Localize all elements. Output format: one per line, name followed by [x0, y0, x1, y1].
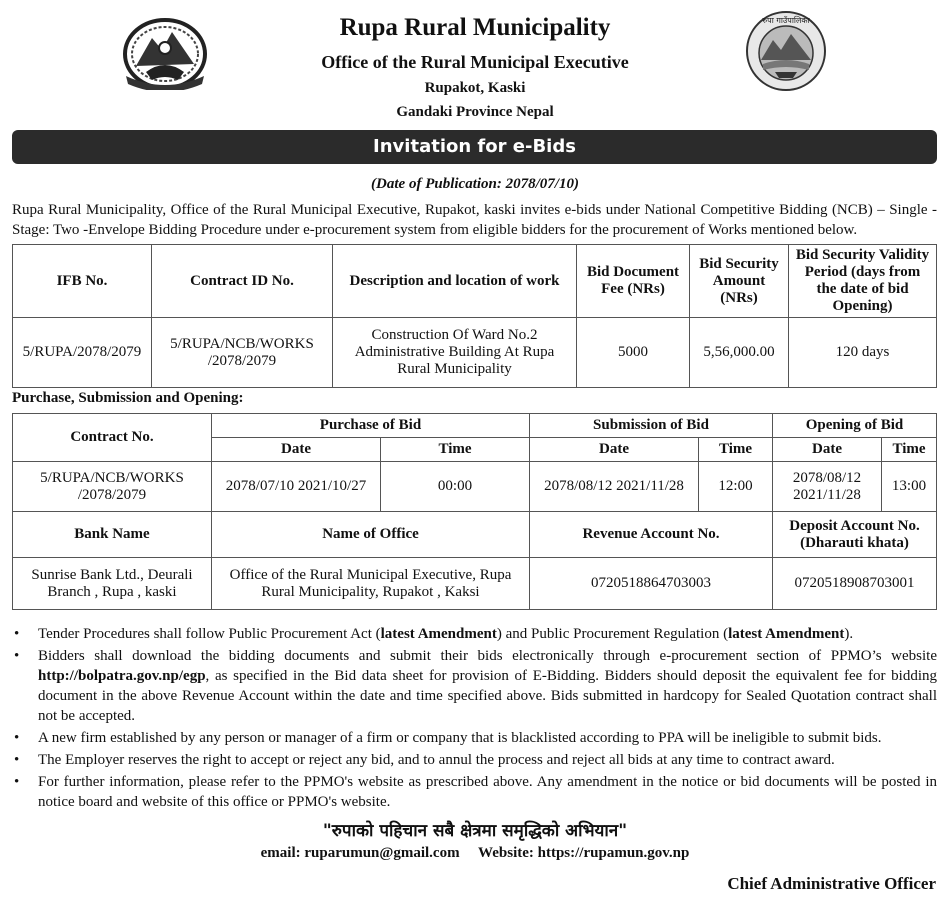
- header-bid-security: Bid Security Amount (NRs): [690, 245, 789, 318]
- signature-title: Chief Administrative Officer: [727, 874, 936, 893]
- list-item: [12, 646, 937, 726]
- table-header-row: [13, 245, 937, 318]
- note-text: The Employer reserves the right to accept or reject any bid, and to annul the process and reject all bids at any time to contract award.: [38, 752, 835, 768]
- bullet-icon: •: [14, 648, 20, 664]
- table-row: [13, 318, 937, 388]
- table-row: [13, 558, 937, 610]
- slogan: "रुपाको पहिचान सबै क्षेत्रमा समृद्धिको अभियान": [322, 821, 628, 841]
- contact-line: email: ruparumun@gmail.com Website: https://rupamun.gov.np: [260, 845, 690, 861]
- opening-date-cell: 2078/08/12 2021/11/28: [773, 462, 882, 512]
- bank-name-cell: Sunrise Bank Ltd., Deurali Branch , Rupa , kaski: [13, 558, 212, 610]
- list-item: [12, 772, 937, 812]
- office-name-cell: Office of the Rural Municipal Executive, Rupa Rural Municipality, Rupakot , Kaksi: [212, 558, 530, 610]
- header-purchase-date: Date: [212, 438, 381, 462]
- municipality-name: Rupa Rural Municipality: [339, 14, 611, 41]
- header-bid-fee: Bid Document Fee (NRs): [577, 245, 690, 318]
- seal-text: रुपा गाउँपालिका: [762, 16, 810, 25]
- office-location: Rupakot, Kaski: [424, 80, 526, 96]
- header-ifb-no: IFB No.: [13, 245, 152, 318]
- submission-date-cell: 2078/08/12 2021/11/28: [530, 462, 699, 512]
- list-item: [12, 624, 937, 644]
- list-item: [12, 750, 937, 770]
- deposit-account-cell: 0720518908703001: [773, 558, 937, 610]
- note-text: ) and Public Procurement Regulation (: [496, 626, 729, 642]
- ifb-no-cell: 5/RUPA/2078/2079: [13, 318, 152, 388]
- letterhead: [0, 0, 950, 128]
- contract-no-cell: 5/RUPA/NCB/WORKS /2078/2079: [13, 462, 212, 512]
- note-emphasis: latest Amendment: [380, 626, 497, 642]
- header-submission-date: Date: [530, 438, 699, 462]
- bullet-icon: •: [14, 752, 20, 768]
- note-text: Bidders shall download the bidding documents and submit their bids electronically through e-procurement section of PPMO’s website: [38, 648, 937, 664]
- validity-cell: 120 days: [789, 318, 937, 388]
- note-emphasis: latest Amendment: [728, 626, 845, 642]
- header-purchase-time: Time: [381, 438, 530, 462]
- header-opening-date: Date: [773, 438, 882, 462]
- intro-paragraph: Rupa Rural Municipality, Office of the Rural Municipal Executive, Rupakot, kaski invites e-bids under National Competitive Bidding (NCB) – Single - Stage: Two -Envelope Bidding Procedure under e-procurement system from eligible bidders for the procurement of Works mentioned below.: [12, 202, 937, 238]
- note-text: ).: [844, 626, 854, 642]
- purchase-time-cell: 00:00: [381, 462, 530, 512]
- bullet-icon: •: [14, 774, 20, 790]
- bid-security-cell: 5,56,000.00: [690, 318, 789, 388]
- header-office-name: Name of Office: [212, 512, 530, 558]
- header-opening: Opening of Bid: [773, 414, 937, 438]
- bid-details-table: [12, 244, 937, 388]
- schedule-table: [12, 413, 937, 610]
- notice-title-banner: Invitation for e-Bids: [12, 130, 937, 164]
- table-row: [13, 462, 937, 512]
- submission-time-cell: 12:00: [699, 462, 773, 512]
- schedule-group-header-row: [13, 414, 937, 438]
- header-contract-no: Contract No.: [13, 414, 212, 462]
- province-name: Gandaki Province Nepal: [396, 104, 554, 120]
- ppmo-link[interactable]: http://bolpatra.gov.np/egp: [38, 668, 206, 684]
- header-submission: Submission of Bid: [530, 414, 773, 438]
- header-validity: Bid Security Validity Period (days from the date of bid Opening): [789, 245, 937, 318]
- opening-time-cell: 13:00: [882, 462, 937, 512]
- note-text: , as specified in the Bid data sheet for provision of E-Bidding. Bidders should deposit the equivalent fee for bidding document in the above Revenue Account within the date and time specified above. Bids submitted in hardcopy for Sealed Quotation contract shall not be accepted.: [38, 668, 937, 724]
- account-header-row: [13, 512, 937, 558]
- publication-date: (Date of Publication: 2078/07/10): [371, 176, 579, 192]
- municipality-seal-icon: [745, 10, 827, 92]
- header-opening-time: Time: [882, 438, 937, 462]
- schedule-section-label: Purchase, Submission and Opening:: [12, 390, 244, 406]
- header-purchase: Purchase of Bid: [212, 414, 530, 438]
- header-contract-id: Contract ID No.: [152, 245, 333, 318]
- note-text: A new firm established by any person or manager of a firm or company that is blacklisted according to PPA will be ineligible to submit bids.: [38, 730, 882, 746]
- header-bank-name: Bank Name: [13, 512, 212, 558]
- description-cell: Construction Of Ward No.2 Administrative Building At Rupa Rural Municipality: [333, 318, 577, 388]
- note-text: Tender Procedures shall follow Public Procurement Act (: [38, 626, 381, 642]
- contract-id-cell: 5/RUPA/NCB/WORKS /2078/2079: [152, 318, 333, 388]
- office-name: Office of the Rural Municipal Executive: [321, 52, 629, 72]
- header-revenue-account: Revenue Account No.: [530, 512, 773, 558]
- header-description: Description and location of work: [333, 245, 577, 318]
- header-submission-time: Time: [699, 438, 773, 462]
- header-deposit-account: Deposit Account No. (Dharauti khata): [773, 512, 937, 558]
- purchase-date-cell: 2078/07/10 2021/10/27: [212, 462, 381, 512]
- bullet-icon: •: [14, 730, 20, 746]
- bullet-icon: •: [14, 626, 20, 642]
- notes-list: [12, 624, 937, 814]
- revenue-account-cell: 0720518864703003: [530, 558, 773, 610]
- list-item: [12, 728, 937, 748]
- note-text: For further information, please refer to the PPMO's website as prescribed above. Any amendment in the notice or bid documents will be posted in notice board and website of this office or PPMO's website.: [38, 774, 937, 810]
- bid-fee-cell: 5000: [577, 318, 690, 388]
